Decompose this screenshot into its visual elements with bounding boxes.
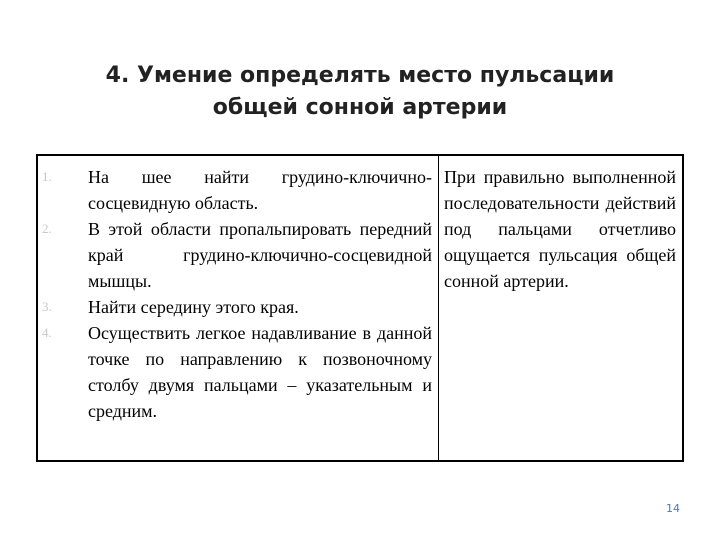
step-number: 1. [42,169,52,184]
slide-title-line-2: общей сонной артерии [212,95,508,120]
step-text: На шее найти грудино-ключично-сосцевидную область. [88,167,432,213]
steps-list [38,164,436,424]
step-number: 4. [42,325,52,340]
step-text: Найти середину этого края. [88,297,299,317]
step-number: 3. [42,299,52,314]
step-item-3 [38,294,436,320]
step-item-2 [38,216,436,294]
step-item-1 [38,164,436,216]
steps-table [36,154,684,462]
slide-title [60,60,660,124]
slide-title-line-1: 4. Умение определять место пульсации [105,63,615,88]
step-number: 2. [42,221,52,236]
step-text: В этой области пропальпировать передний край грудино-ключично-сосцевидной мышцы. [88,219,432,291]
step-text: Осуществить легкое надавливание в данной точке по направлению к позвоночному столбу двумя пальцами – указательным и средним. [88,323,432,421]
page-number: 14 [666,502,680,515]
result-text: При правильно выполненной последовательности действий под пальцами отчетливо ощущается пульсация общей сонной артерии. [444,167,676,291]
step-item-4 [38,320,436,424]
column-divider [438,156,439,460]
